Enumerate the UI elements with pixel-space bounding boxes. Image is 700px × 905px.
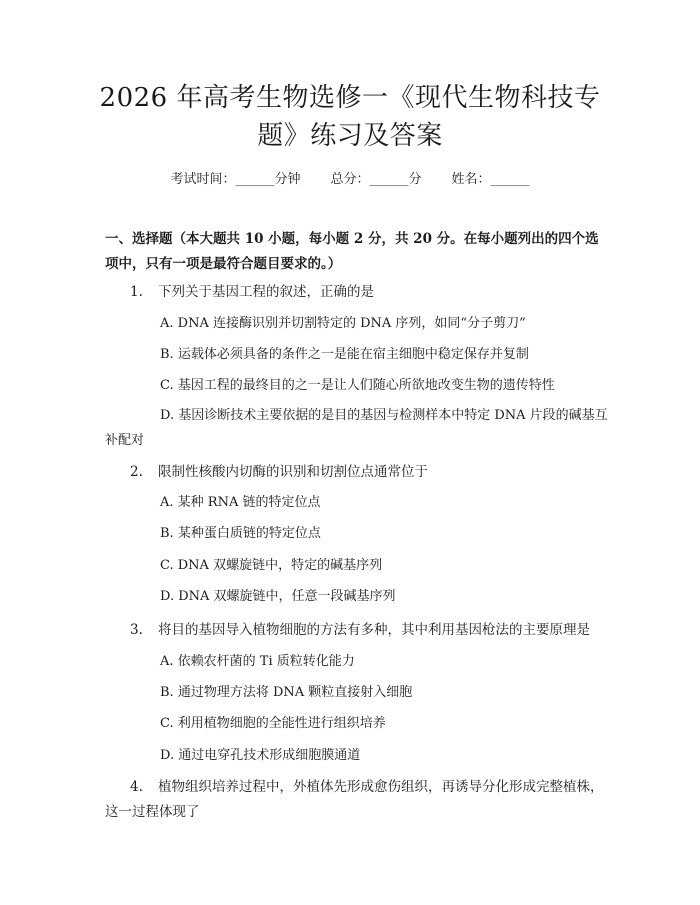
option-1d: D. 基因诊断技术主要依据的是目的基因与检测样本中特定 DNA 片段的碱基互补配对: [105, 408, 608, 448]
exam-name: 姓名：______: [451, 172, 530, 187]
question-4: [105, 775, 610, 825]
exam-meta: [0, 168, 700, 187]
question-stem: 植物组织培养过程中，外植体先形成愈伤组织，再诱导分化形成完整植株，这一过程体现了: [105, 779, 604, 820]
option-3b: B. 通过物理方法将 DNA 颗粒直接射入细胞: [160, 685, 413, 700]
option-3a: A. 依赖农杆菌的 Ti 质粒转化能力: [160, 654, 355, 669]
question-number: 1.: [130, 284, 143, 300]
question-3: [130, 620, 610, 640]
question-1: [130, 282, 610, 302]
exam-time: 考试时间：______分钟: [170, 172, 301, 187]
question-number: 2.: [130, 464, 143, 480]
option-2a: A. 某种 RNA 链的特定位点: [160, 495, 321, 510]
option-2b: B. 某种蛋白质链的特定位点: [160, 526, 321, 541]
section-heading: 一、选择题（本大题共 10 小题，每小题 2 分，共 20 分。在每小题列出的四个选项中，只有一项是最符合题目要求的。）: [105, 231, 599, 272]
question-2: [130, 462, 610, 482]
option-3d: D. 通过电穿孔技术形成细胞膜通道: [160, 748, 361, 763]
option-2d: D. DNA 双螺旋链中，任意一段碱基序列: [160, 589, 396, 604]
option-1b: B. 运载体必须具备的条件之一是能在宿主细胞中稳定保存并复制: [160, 347, 529, 362]
question-stem: 将目的基因导入植物细胞的方法有多种，其中利用基因枪法的主要原理是: [158, 622, 590, 638]
option-2c: C. DNA 双螺旋链中，特定的碱基序列: [160, 558, 383, 573]
exam-score: 总分：______分: [330, 172, 422, 187]
option-3c: C. 利用植物细胞的全能性进行组织培养: [160, 716, 386, 731]
question-stem: 限制性核酸内切酶的识别和切割位点通常位于: [158, 464, 428, 480]
option-1c: C. 基因工程的最终目的之一是让人们随心所欲地改变生物的遗传特性: [160, 378, 555, 393]
question-stem: 下列关于基因工程的叙述，正确的是: [158, 284, 374, 300]
question-number: 4.: [130, 779, 143, 795]
option-1a: A. DNA 连接酶识别并切割特定的 DNA 序列，如同“分子剪刀”: [160, 316, 526, 331]
page-title: 2026 年高考生物选修一《现代生物科技专: [99, 83, 601, 113]
page-title-continued: 题》练习及答案: [257, 121, 443, 151]
question-number: 3.: [130, 622, 143, 638]
